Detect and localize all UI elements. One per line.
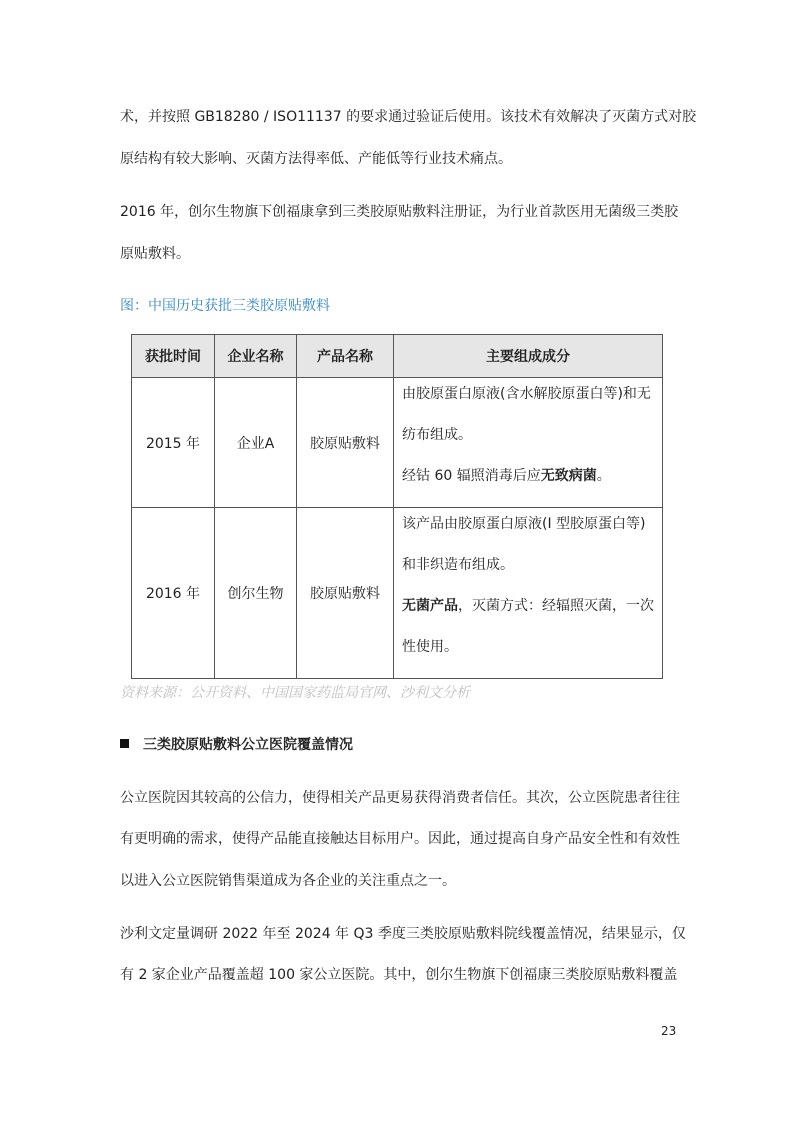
- component-line: 无菌产品，灭菌方式：经辐照灭菌，一次: [402, 598, 654, 614]
- header-approval-time: 获批时间: [132, 335, 215, 378]
- page-number: 23: [661, 1024, 677, 1038]
- bold-phrase: 无菌产品: [402, 598, 458, 614]
- bold-phrase: 无致病菌: [540, 468, 597, 484]
- paragraph-line: 术，并按照 GB18280 / ISO11137 的要求通过验证后使用。该技术有效解决了灭菌方式对胶: [120, 109, 697, 125]
- cell-product: 胶原贴敷料: [297, 378, 394, 508]
- component-line: 该产品由胶原蛋白原液(I 型胶原蛋白等): [402, 516, 646, 532]
- header-main-components: 主要组成成分: [394, 335, 663, 378]
- source-note: 资料来源：公开资料、中国国家药监局官网、沙利文分析: [120, 685, 470, 701]
- cell-company: 企业A: [215, 378, 297, 508]
- cell-components: [394, 378, 663, 508]
- table-header-row: [132, 335, 663, 378]
- cell-components: [394, 508, 663, 679]
- figure-caption: 图：中国历史获批三类胶原贴敷料: [120, 298, 330, 314]
- cell-product: 胶原贴敷料: [297, 508, 394, 679]
- paragraph-line: 有 2 家企业产品覆盖超 100 家公立医院。其中，创尔生物旗下创福康三类胶原贴敷料覆盖: [120, 967, 678, 983]
- paragraph-line: 原结构有较大影响、灭菌方法得率低、产能低等行业技术痛点。: [120, 151, 512, 167]
- component-line: 纺布组成。: [402, 427, 472, 443]
- header-company-name: 企业名称: [215, 335, 297, 378]
- paragraph-line: 原贴敷料。: [120, 246, 190, 262]
- component-line: 由胶原蛋白原液(含水解胶原蛋白等)和无: [402, 386, 651, 402]
- section-heading: 三类胶原贴敷料公立医院覆盖情况: [120, 735, 353, 755]
- paragraph-line: 以进入公立医院销售渠道成为各企业的关注重点之一。: [120, 873, 456, 889]
- component-line: 经钴 60 辐照消毒后应无致病菌。: [402, 468, 611, 484]
- header-product-name: 产品名称: [297, 335, 394, 378]
- square-bullet-icon: [120, 739, 129, 748]
- approval-table: [131, 334, 663, 679]
- cell-approval-time: 2015 年: [132, 378, 215, 508]
- paragraph-line: 2016 年，创尔生物旗下创福康拿到三类胶原贴敷料注册证，为行业首款医用无菌级三类胶: [120, 204, 679, 220]
- cell-approval-time: 2016 年: [132, 508, 215, 679]
- cell-company: 创尔生物: [215, 508, 297, 679]
- paragraph-line: 沙利文定量调研 2022 年至 2024 年 Q3 季度三类胶原贴敷料院线覆盖情况，结果显示，仅: [120, 926, 686, 942]
- paragraph-line: 公立医院因其较高的公信力，使得相关产品更易获得消费者信任。其次，公立医院患者往往: [120, 790, 680, 806]
- table-row: [132, 508, 663, 679]
- table-row: [132, 378, 663, 508]
- paragraph-line: 有更明确的需求，使得产品能直接触达目标用户。因此，通过提高自身产品安全性和有效性: [120, 831, 680, 847]
- component-line: 性使用。: [402, 639, 458, 655]
- component-line: 和非织造布组成。: [402, 557, 514, 573]
